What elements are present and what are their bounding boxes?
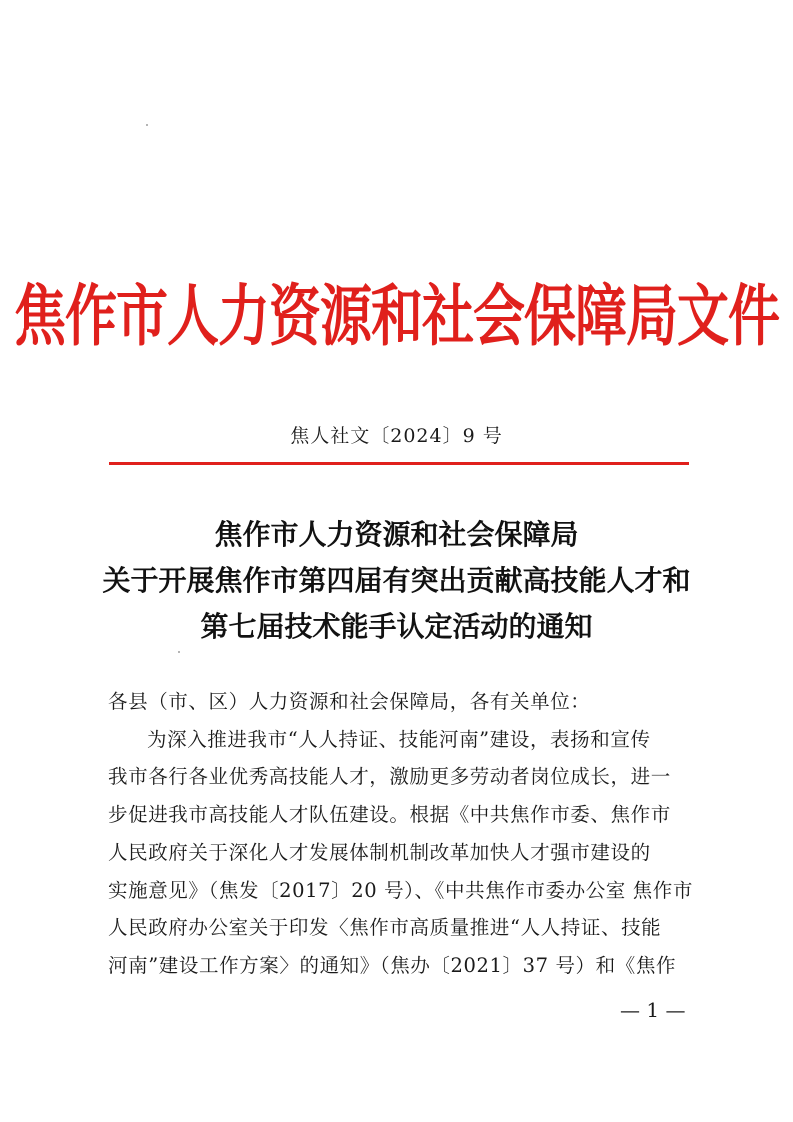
paragraph-line: 为深入推进我市“人人持证、技能河南”建设，表扬和宣传	[147, 727, 651, 751]
paragraph-line: 河南”建设工作方案〉的通知》（焦办〔2021〕37 号）和《焦作	[108, 953, 677, 977]
paragraph-line: 人民政府关于深化人才发展体制机制改革加快人才强市建设的	[108, 840, 651, 864]
body-text	[108, 683, 698, 985]
paragraph-line: 我市各行各业优秀高技能人才，激励更多劳动者岗位成长，进一	[108, 765, 671, 789]
title-line-1: 焦作市人力资源和社会保障局	[214, 518, 579, 551]
paragraph-line: 人民政府办公室关于印发〈焦作市高质量推进“人人持证、技能	[108, 916, 662, 940]
title-line-2: 关于开展焦作市第四届有突出贡献高技能人才和	[102, 564, 691, 597]
paragraph-line: 实施意见》（焦发〔2017〕20 号）、《中共焦作市委办公室 焦作市	[108, 878, 693, 902]
document-number: 焦人社文〔2024〕9 号	[290, 425, 503, 447]
salutation: 各县（市、区）人力资源和社会保障局，各有关单位：	[108, 690, 591, 713]
title-line-3: 第七届技术能手认定活动的通知	[200, 610, 593, 643]
scan-speck	[146, 124, 148, 126]
paragraph-line: 步促进我市高技能人才队伍建设。根据《中共焦作市委、焦作市	[108, 803, 671, 827]
masthead-title: 焦作市人力资源和社会保障局文件	[13, 278, 779, 356]
notice-title	[0, 512, 793, 650]
scan-speck	[178, 651, 180, 653]
page-number: — 1 —	[620, 998, 686, 1022]
red-divider-line	[109, 462, 689, 465]
